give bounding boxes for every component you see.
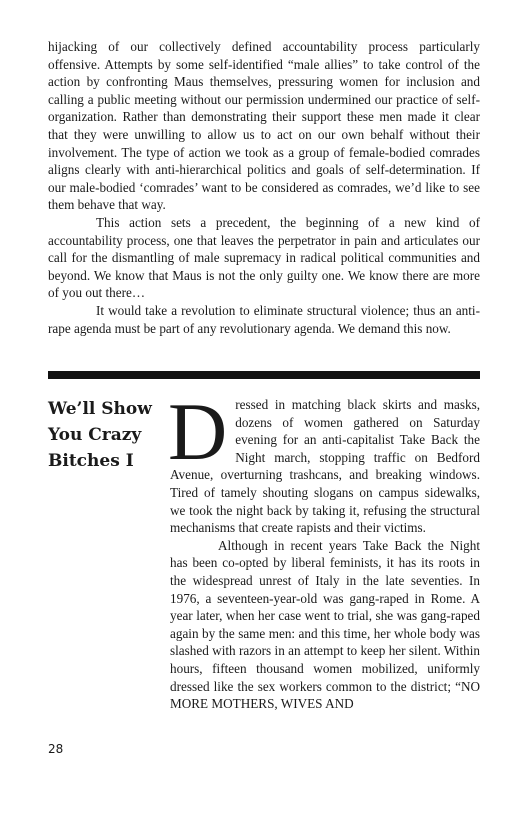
article-paragraph-1-text: ressed in matching black skirts and masks, dozens of women gathered on Saturday evening for an anti-capitalist Take Back the Night march, stopping traffic on Bedford Avenue, overturning trashcans, and breaking windows. Tired of tamely shouting slogans on campus sidewalks, we took the night back by taking it, refusing the structural mechanisms that create rapists and their victims. bbox=[170, 397, 480, 536]
drop-cap: D bbox=[168, 386, 228, 477]
article-paragraph-1 bbox=[168, 386, 480, 537]
paragraph-3: It would take a revolution to eliminate structural violence; thus an anti-rape agenda must be part of any revolutionary agenda. We demand this now. bbox=[48, 302, 480, 336]
article-body bbox=[168, 386, 480, 713]
article-title: We’ll Show You Crazy Bitches I bbox=[48, 399, 152, 471]
paragraph-2: This action sets a precedent, the beginning of a new kind of accountability process, one that leaves the perpetrator in pain and articulates our call for the dismantling of male supremacy in radical political communities and beyond. We know that Maus is not the only guilty one. We know there are more of you out there… bbox=[48, 214, 480, 301]
section-divider bbox=[48, 371, 480, 379]
main-text bbox=[48, 38, 480, 337]
article-paragraph-2: Although in recent years Take Back the Night has been co-opted by liberal feminists, it has its roots in the widespread unrest of Italy in the late seventies. In 1976, a seventeen-year-old was gang-raped in Rome. A year later, when her case went to trial, she was gang-raped again by the same men: and this time, her whole body was slashed with razors in an attempt to keep her silent. Within hours, fifteen thousand women mobilized, uniformly dressed like the sex workers common to the district; “NO MORE MOTHERS, WIVES AND bbox=[170, 537, 480, 712]
paragraph-1: hijacking of our collectively defined accountability process particularly offensive. Attempts by some self-identified “male allies” to take control of the action by confronting Maus themselves, pressuring women for inclusion and calling a public meeting without our permission undermined our practice of self-organization. Rather than demonstrating their support these men made it clear that they were unwilling to allow us to act on our own behalf without their involvement. The type of action we took as a group of female-bodied comrades aligns clearly with anti-hierarchical politics and goals of self-determination. If our male-bodied ‘comrades’ want to be considered as comrades, we’d like to see them behave that way. bbox=[48, 39, 480, 213]
page-number: 28 bbox=[48, 742, 64, 756]
